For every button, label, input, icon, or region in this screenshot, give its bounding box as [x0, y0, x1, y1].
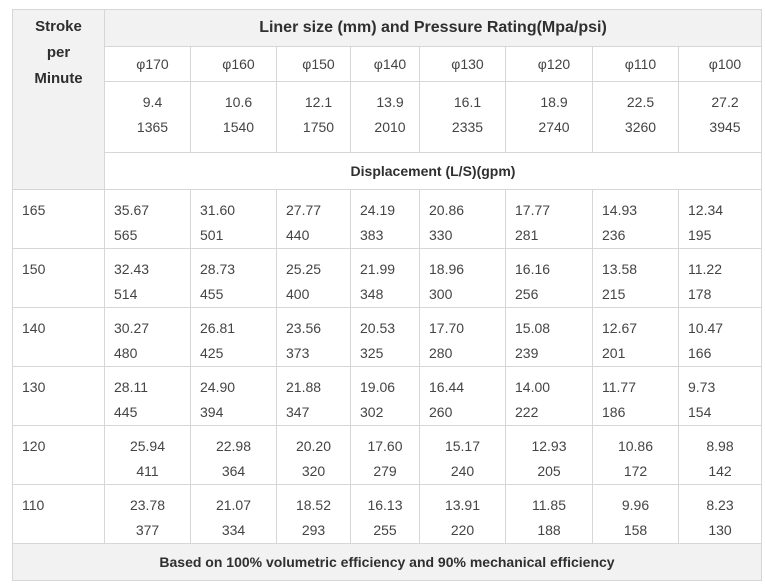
displacement-gpm: 425: [200, 345, 224, 361]
displacement-gpm: 383: [360, 227, 384, 243]
rating-mpa: 13.9: [376, 94, 404, 110]
displacement-lps: 28.11: [114, 379, 148, 395]
header-row-1: [13, 10, 762, 47]
stroke-rate-cell: 110: [13, 485, 105, 544]
liner-size-row: [13, 47, 762, 82]
displacement-cell: [420, 426, 506, 485]
displacement-lps: 16.16: [515, 261, 551, 277]
displacement-cell: [351, 249, 420, 308]
displacement-gpm: 302: [360, 404, 384, 420]
rating-mpa: 27.2: [711, 94, 739, 110]
displacement-cell: [420, 485, 506, 544]
displacement-lps: 31.60: [200, 202, 236, 218]
displacement-lps: 18.52: [295, 497, 332, 513]
rating-mpa: 22.5: [626, 94, 655, 110]
liner-size-cell: φ160: [191, 47, 277, 82]
displacement-lps: 23.78: [129, 497, 166, 513]
displacement-cell: [191, 308, 277, 367]
displacement-gpm: 166: [688, 345, 712, 361]
stroke-label-1: Stroke: [35, 18, 82, 35]
displacement-lps: 15.17: [444, 438, 481, 454]
displacement-cell: [593, 249, 679, 308]
displacement-lps: 10.86: [617, 438, 654, 454]
displacement-cell: [351, 308, 420, 367]
displacement-gpm: 195: [688, 227, 712, 243]
footer-row: [13, 544, 762, 581]
displacement-cell: [351, 190, 420, 249]
displacement-gpm: 411: [136, 463, 159, 479]
displacement-cell: [420, 190, 506, 249]
displacement-gpm: 480: [114, 345, 138, 361]
displacement-lps: 17.70: [429, 320, 465, 336]
displacement-cell: [191, 426, 277, 485]
pump-displacement-table: [12, 9, 762, 581]
displacement-gpm: 142: [708, 463, 732, 479]
displacement-cell: [506, 308, 593, 367]
displacement-cell: [679, 485, 762, 544]
displacement-lps: 12.67: [602, 320, 638, 336]
rating-psi: 1540: [222, 119, 255, 135]
displacement-cell: [593, 190, 679, 249]
displacement-gpm: 188: [537, 522, 561, 538]
table-row: [13, 249, 762, 308]
displacement-lps: 12.34: [688, 202, 724, 218]
displacement-cell: [191, 190, 277, 249]
displacement-cell: [679, 249, 762, 308]
displacement-cell: [191, 249, 277, 308]
displacement-lps: 20.53: [360, 320, 396, 336]
displacement-cell: [105, 485, 191, 544]
displacement-lps: 21.07: [215, 497, 252, 513]
displacement-gpm: 158: [623, 522, 648, 538]
displacement-gpm: 565: [114, 227, 138, 243]
displacement-header: Displacement (L/S)(gpm): [105, 153, 762, 190]
displacement-lps: 14.93: [602, 202, 638, 218]
displacement-cell: [506, 367, 593, 426]
displacement-gpm: 440: [286, 227, 310, 243]
displacement-gpm: 240: [450, 463, 475, 479]
liner-size-cell: φ170: [105, 47, 191, 82]
displacement-cell: [593, 308, 679, 367]
displacement-cell: [105, 426, 191, 485]
displacement-lps: 30.27: [114, 320, 150, 336]
displacement-cell: [420, 249, 506, 308]
pressure-rating-cell: [420, 82, 506, 153]
displacement-cell: [351, 485, 420, 544]
displacement-cell: [506, 426, 593, 485]
displacement-lps: 10.47: [688, 320, 724, 336]
displacement-cell: [277, 190, 351, 249]
liner-size-cell: φ130: [420, 47, 506, 82]
displacement-lps: 23.56: [286, 320, 322, 336]
displacement-cell: [277, 367, 351, 426]
displacement-cell: [105, 367, 191, 426]
liner-size-cell: φ140: [351, 47, 420, 82]
displacement-gpm: 320: [301, 463, 326, 479]
displacement-gpm: 377: [135, 522, 160, 538]
stroke-label-2: per: [46, 44, 71, 61]
displacement-lps: 32.43: [114, 261, 150, 277]
displacement-gpm: 178: [688, 286, 712, 302]
displacement-lps: 21.99: [360, 261, 396, 277]
displacement-lps: 13.58: [602, 261, 638, 277]
displacement-lps: 25.94: [129, 438, 166, 454]
displacement-gpm: 334: [221, 522, 246, 538]
displacement-cell: [277, 308, 351, 367]
displacement-lps: 16.44: [429, 379, 465, 395]
stroke-rate-cell: 165: [13, 190, 105, 249]
efficiency-note: Based on 100% volumetric efficiency and 90% mechanical efficiency: [13, 544, 762, 581]
displacement-cell: [105, 308, 191, 367]
displacement-gpm: 186: [602, 404, 626, 420]
displacement-lps: 26.81: [200, 320, 236, 336]
pressure-rating-cell: [593, 82, 679, 153]
rating-psi: 2740: [538, 119, 570, 135]
pressure-rating-row: [13, 82, 762, 153]
displacement-gpm: 293: [301, 522, 326, 538]
rating-mpa: 16.1: [453, 94, 482, 110]
displacement-lps: 17.77: [515, 202, 551, 218]
pressure-rating-cell: [351, 82, 420, 153]
liner-size-cell: φ150: [277, 47, 351, 82]
displacement-lps: 18.96: [429, 261, 465, 277]
table-row: [13, 485, 762, 544]
displacement-gpm: 445: [114, 404, 138, 420]
rating-psi: 3260: [624, 119, 657, 135]
displacement-cell: [191, 485, 277, 544]
displacement-gpm: 279: [373, 463, 397, 479]
rating-mpa: 18.9: [540, 94, 568, 110]
liner-size-cell: φ110: [593, 47, 679, 82]
displacement-gpm: 280: [429, 345, 453, 361]
rating-psi: 2335: [451, 119, 484, 135]
displacement-lps: 17.60: [367, 438, 403, 454]
displacement-lps: 11.77: [602, 379, 636, 395]
displacement-lps: 9.96: [621, 497, 650, 513]
displacement-lps: 21.88: [286, 379, 322, 395]
displacement-gpm: 256: [515, 286, 539, 302]
displacement-gpm: 172: [623, 463, 648, 479]
displacement-lps: 27.77: [286, 202, 322, 218]
displacement-gpm: 364: [221, 463, 246, 479]
displacement-cell: [506, 249, 593, 308]
displacement-gpm: 215: [602, 286, 626, 302]
displacement-gpm: 330: [429, 227, 453, 243]
displacement-gpm: 154: [688, 404, 712, 420]
displacement-gpm: 373: [286, 345, 310, 361]
displacement-gpm: 455: [200, 286, 224, 302]
displacement-lps: 24.90: [200, 379, 236, 395]
rating-psi: 3945: [709, 119, 741, 135]
displacement-lps: 28.73: [200, 261, 236, 277]
displacement-lps: 11.22: [688, 261, 722, 277]
displacement-lps: 19.06: [360, 379, 396, 395]
displacement-gpm: 281: [515, 227, 539, 243]
liner-size-cell: φ120: [506, 47, 593, 82]
displacement-lps: 14.00: [515, 379, 551, 395]
rating-mpa: 9.4: [142, 94, 163, 110]
pressure-rating-cell: [506, 82, 593, 153]
displacement-header-row: [13, 153, 762, 190]
displacement-gpm: 347: [286, 404, 310, 420]
table-row: [13, 190, 762, 249]
displacement-cell: [593, 426, 679, 485]
displacement-cell: [593, 485, 679, 544]
pump-displacement-table-container: [12, 9, 762, 581]
displacement-cell: [506, 485, 593, 544]
displacement-cell: [105, 249, 191, 308]
displacement-gpm: 400: [286, 286, 310, 302]
table-row: [13, 367, 762, 426]
displacement-cell: [420, 367, 506, 426]
displacement-gpm: 260: [429, 404, 453, 420]
displacement-gpm: 255: [373, 522, 397, 538]
displacement-lps: 25.25: [286, 261, 322, 277]
displacement-cell: [277, 485, 351, 544]
displacement-cell: [679, 308, 762, 367]
displacement-cell: [191, 367, 277, 426]
displacement-gpm: 239: [515, 345, 539, 361]
displacement-cell: [105, 190, 191, 249]
table-row: [13, 308, 762, 367]
displacement-data-body: [13, 190, 762, 544]
pressure-rating-cell: [191, 82, 277, 153]
displacement-gpm: 514: [114, 286, 138, 302]
displacement-cell: [593, 367, 679, 426]
rating-mpa: 10.6: [224, 94, 253, 110]
displacement-lps: 24.19: [360, 202, 396, 218]
displacement-cell: [506, 190, 593, 249]
stroke-per-minute-header: [13, 10, 105, 190]
stroke-label-3: Minute: [34, 70, 83, 87]
displacement-gpm: 394: [200, 404, 224, 420]
displacement-gpm: 201: [602, 345, 626, 361]
displacement-gpm: 220: [450, 522, 475, 538]
liner-size-header: Liner size (mm) and Pressure Rating(Mpa/psi): [105, 10, 762, 47]
stroke-rate-cell: 120: [13, 426, 105, 485]
rating-psi: 1365: [136, 119, 169, 135]
displacement-gpm: 222: [515, 404, 539, 420]
displacement-gpm: 130: [708, 522, 732, 538]
displacement-lps: 9.73: [688, 379, 716, 395]
liner-size-cell: φ100: [679, 47, 762, 82]
displacement-lps: 8.98: [706, 438, 734, 454]
pressure-rating-cell: [679, 82, 762, 153]
displacement-gpm: 348: [360, 286, 384, 302]
displacement-gpm: 325: [360, 345, 384, 361]
pressure-rating-cell: [277, 82, 351, 153]
displacement-lps: 13.91: [444, 497, 481, 513]
displacement-lps: 16.13: [367, 497, 403, 513]
rating-mpa: 12.1: [304, 94, 333, 110]
rating-psi: 1750: [302, 119, 335, 135]
displacement-lps: 12.93: [531, 438, 567, 454]
displacement-lps: 8.23: [706, 497, 734, 513]
displacement-gpm: 205: [537, 463, 561, 479]
displacement-cell: [679, 190, 762, 249]
displacement-cell: [679, 367, 762, 426]
displacement-cell: [351, 426, 420, 485]
stroke-rate-cell: 140: [13, 308, 105, 367]
displacement-gpm: 501: [200, 227, 224, 243]
displacement-cell: [351, 367, 420, 426]
displacement-lps: 22.98: [215, 438, 252, 454]
displacement-gpm: 236: [602, 227, 626, 243]
displacement-lps: 35.67: [114, 202, 150, 218]
stroke-rate-cell: 130: [13, 367, 105, 426]
displacement-cell: [277, 249, 351, 308]
displacement-lps: 11.85: [532, 497, 566, 513]
stroke-rate-cell: 150: [13, 249, 105, 308]
rating-psi: 2010: [374, 119, 406, 135]
displacement-cell: [679, 426, 762, 485]
displacement-lps: 20.86: [429, 202, 465, 218]
displacement-lps: 15.08: [515, 320, 551, 336]
displacement-cell: [277, 426, 351, 485]
table-row: [13, 426, 762, 485]
displacement-gpm: 300: [429, 286, 453, 302]
displacement-lps: 20.20: [295, 438, 332, 454]
pressure-rating-cell: [105, 82, 191, 153]
displacement-cell: [420, 308, 506, 367]
